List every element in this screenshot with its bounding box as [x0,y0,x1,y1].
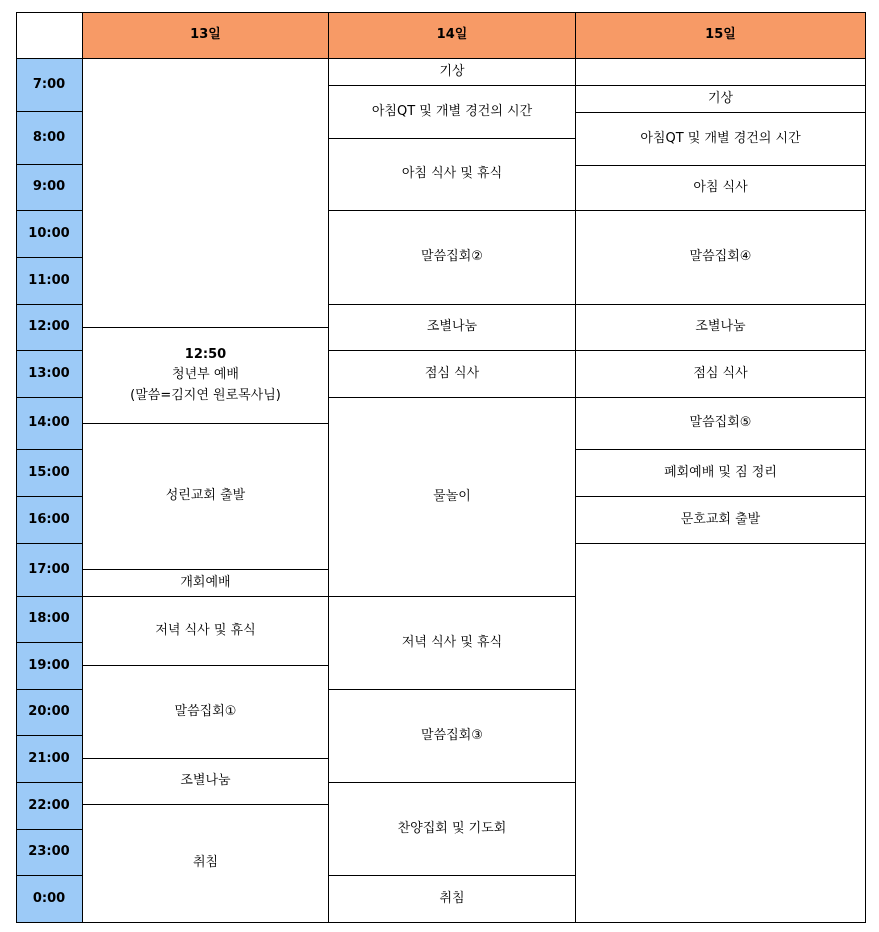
time-label: 11:00 [16,258,83,305]
day13-dinner: 저녁 식사 및 휴식 [83,597,329,666]
day15-departure: 문호교회 출발 [576,497,866,544]
time-label: 18:00 [16,597,83,643]
time-label: 21:00 [16,736,83,783]
day15-closing-worship: 폐회예배 및 짐 정리 [576,450,866,497]
day14-morning-qt: 아침QT 및 개별 경건의 시간 [329,86,576,139]
day15-lunch: 점심 식사 [576,351,866,398]
time-label: 19:00 [16,643,83,690]
header-day-14: 14일 [329,12,576,59]
day15-word-meeting-5: 말씀집회⑤ [576,398,866,450]
worship-time: 12:50 [184,347,227,363]
day13-sleep: 취침 [83,805,329,923]
day15-empty-rest [576,544,866,923]
time-label: 13:00 [16,351,83,398]
time-label: 17:00 [16,544,83,597]
schedule-table [16,12,866,923]
time-label: 8:00 [16,112,83,165]
day14-dinner: 저녁 식사 및 휴식 [329,597,576,690]
time-label: 23:00 [16,830,83,876]
corner-cell [16,12,83,59]
day15-word-meeting-4: 말씀집회④ [576,211,866,305]
time-label: 7:00 [16,59,83,112]
time-label: 14:00 [16,398,83,450]
time-label: 22:00 [16,783,83,830]
day14-water-play: 물놀이 [329,398,576,597]
day14-breakfast: 아침 식사 및 휴식 [329,139,576,211]
time-label: 9:00 [16,165,83,211]
day14-praise-prayer: 찬양집회 및 기도회 [329,783,576,876]
time-label: 10:00 [16,211,83,258]
day13-youth-worship [83,328,329,424]
time-label: 15:00 [16,450,83,497]
day13-opening-worship: 개회예배 [83,570,329,597]
day13-word-meeting-1: 말씀집회① [83,666,329,759]
time-label: 12:00 [16,305,83,351]
day15-group-sharing: 조별나눔 [576,305,866,351]
time-label: 0:00 [16,876,83,923]
day15-empty-early [576,59,866,86]
worship-title: 청년부 예배 [172,367,239,383]
day14-group-sharing: 조별나눔 [329,305,576,351]
header-day-13: 13일 [83,12,329,59]
day13-departure: 성린교회 출발 [83,424,329,570]
day13-empty-morning [83,59,329,328]
day15-breakfast: 아침 식사 [576,166,866,211]
day14-lunch: 점심 식사 [329,351,576,398]
day14-wake-up: 기상 [329,59,576,86]
day14-sleep: 취침 [329,876,576,923]
worship-preacher-note: (말씀=김지연 원로목사님) [130,387,281,403]
day13-group-sharing: 조별나눔 [83,759,329,805]
day14-word-meeting-3: 말씀집회③ [329,690,576,783]
time-label: 16:00 [16,497,83,544]
day15-morning-qt: 아침QT 및 개별 경건의 시간 [576,113,866,166]
day14-word-meeting-2: 말씀집회② [329,211,576,305]
day15-wake-up: 기상 [576,86,866,113]
header-day-15: 15일 [576,12,866,59]
time-label: 20:00 [16,690,83,736]
